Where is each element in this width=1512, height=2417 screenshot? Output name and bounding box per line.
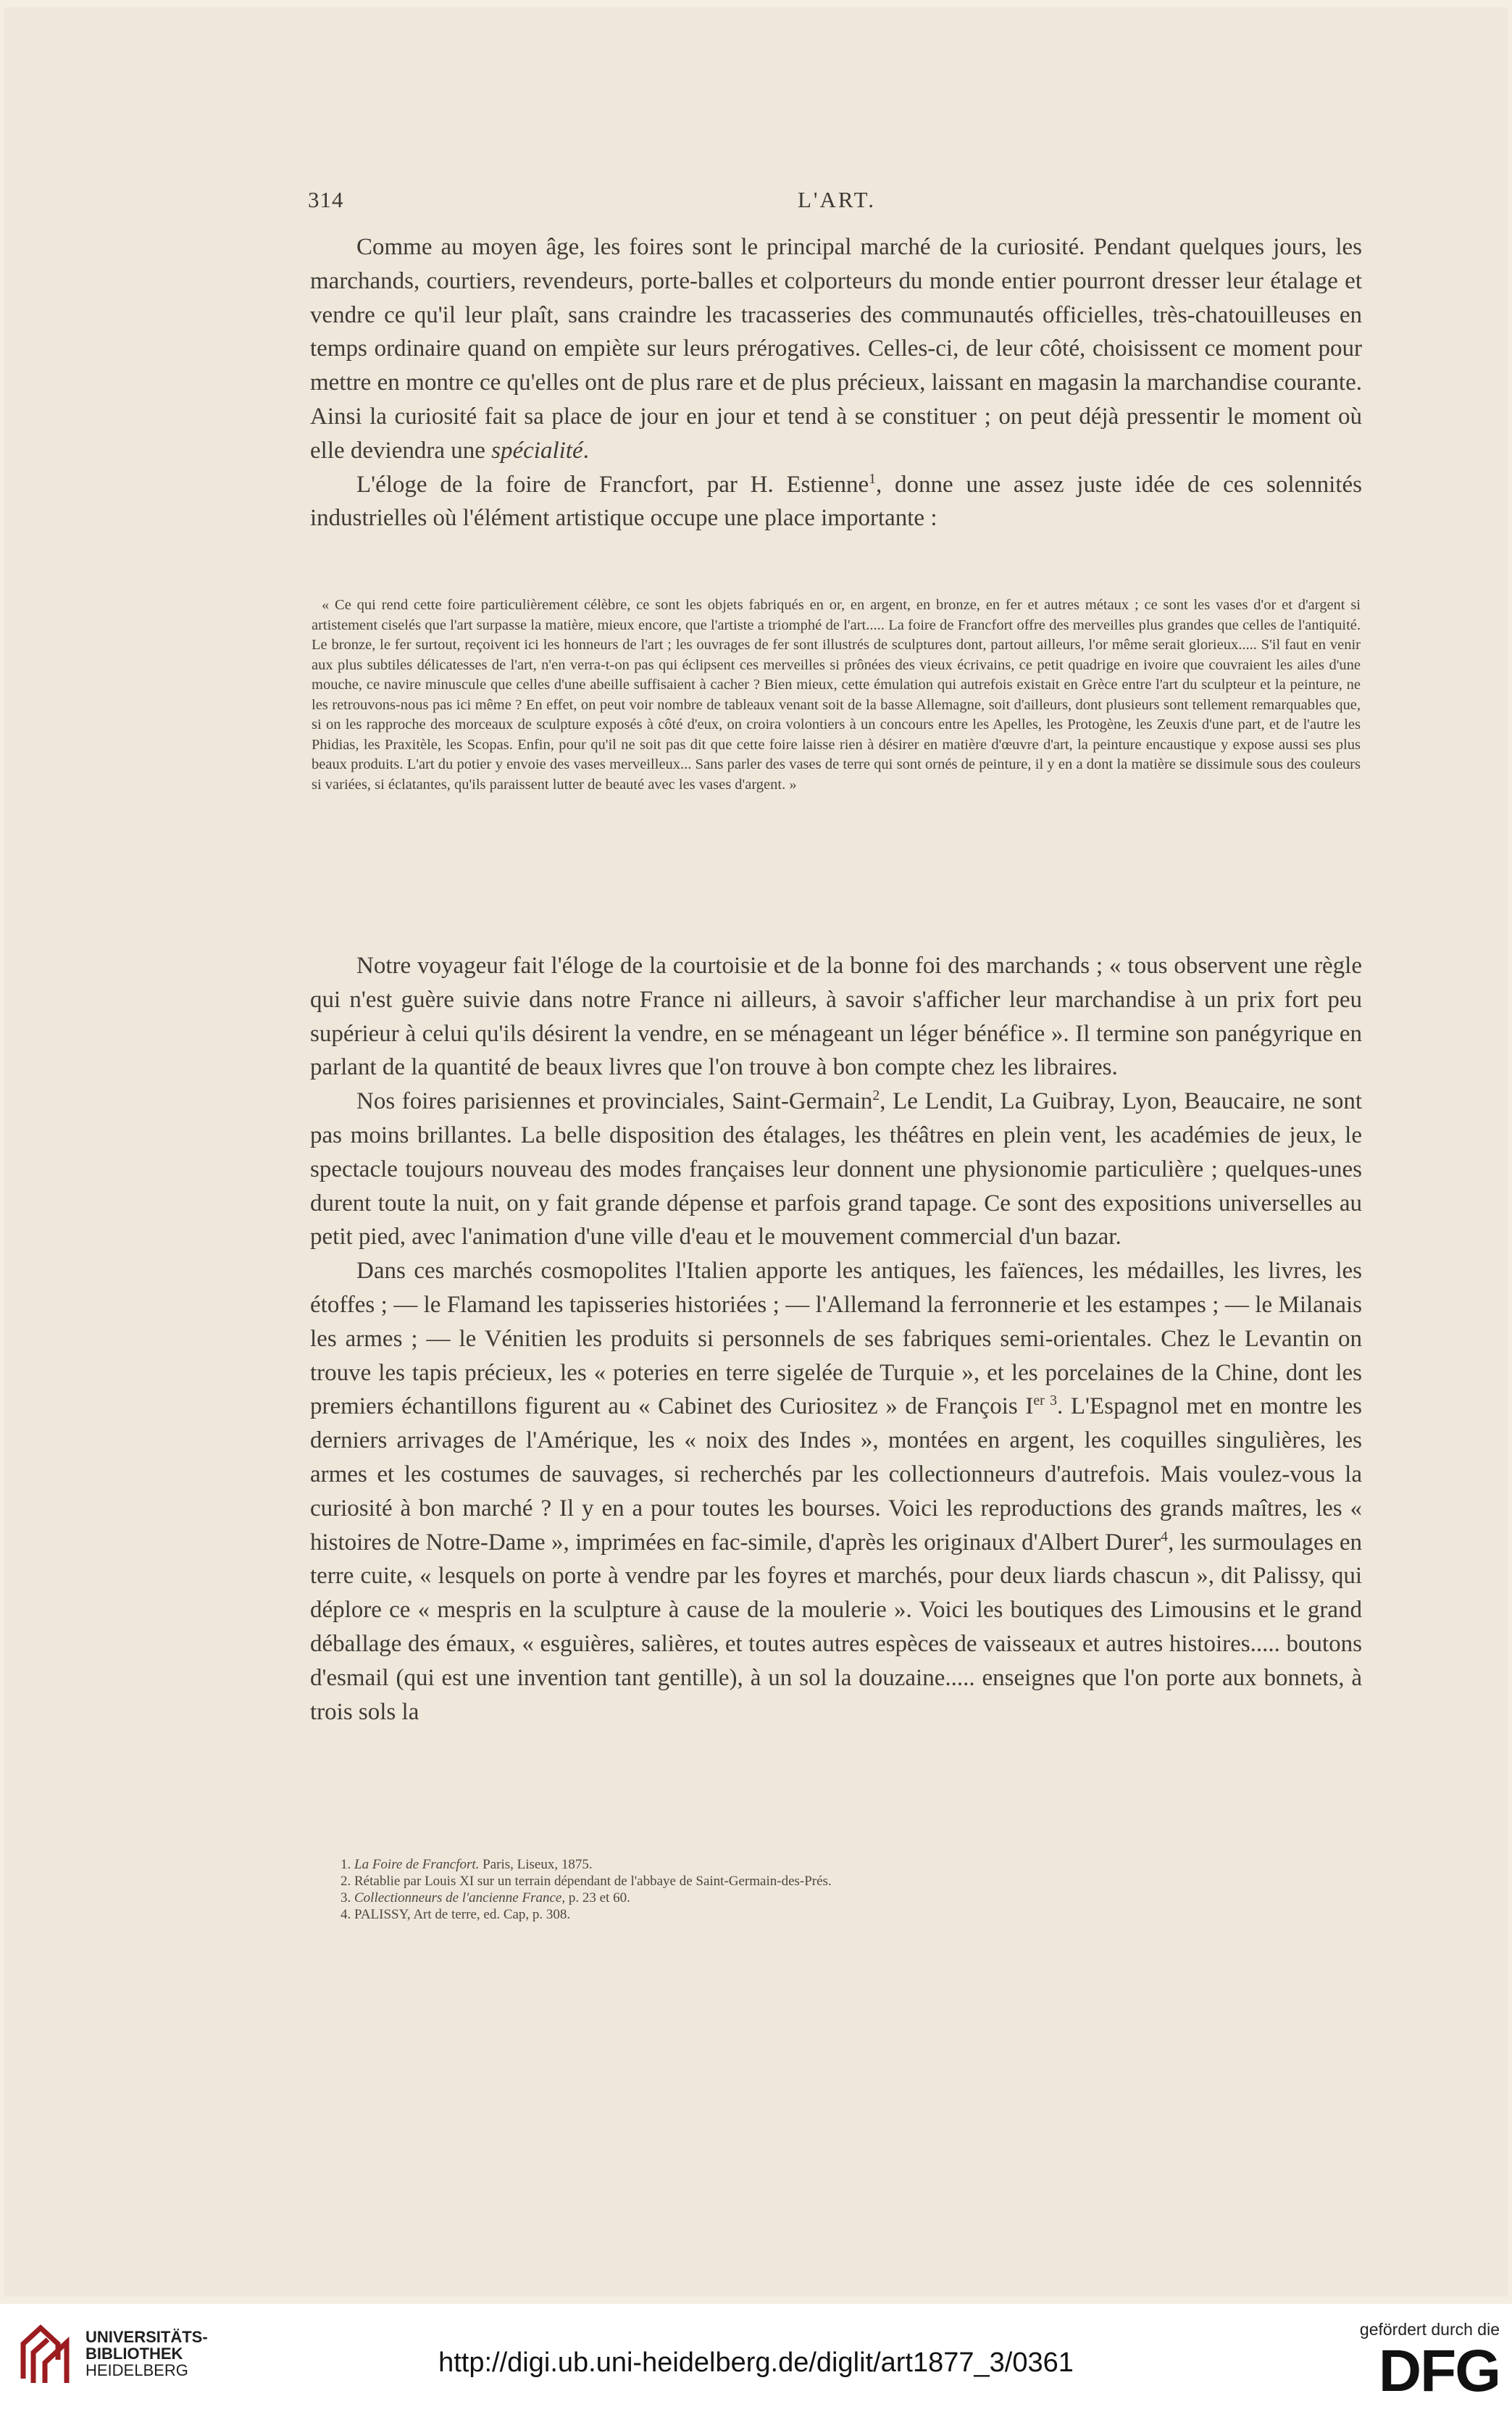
- footnote-ref: 4: [1161, 1528, 1169, 1545]
- dfg-logo[interactable]: DFG: [1378, 2338, 1500, 2404]
- paragraph: Notre voyageur fait l'éloge de la courtoisie et de la bonne foi des marchands ; « tous observent une règle qui n'est guère suivie dans notre France ni ailleurs, à savoir s'afficher leur marchandise à un prix fort peu supérieur à celui qu'ils désirent la vendre, en se ménageant un léger bénéfice ». Il termine son panégyrique en parlant de la quantité de beaux livres que l'on trouve à bon compte chez les libraires.: [310, 953, 1362, 1081]
- footnote: 1. La Foire de Francfort. Paris, Liseux, 1875.: [341, 1857, 593, 1872]
- main-text-upper: [310, 230, 1362, 535]
- footer-bar: [0, 2304, 1512, 2417]
- footnote-ref: 2: [872, 1088, 880, 1104]
- paragraph: Comme au moyen âge, les foires sont le principal marché de la curiosité. Pendant quelques jours, les marchands, courtiers, revendeurs, porte-balles et colporteurs du monde entier pourront dresser leur étalage et vendre ce qu'il leur plaît, sans craindre les tracasseries des communautés officielles, très-chatouilleuses en temps ordinaire quand on empiète sur leurs prérogatives. Celles-ci, de leur côté, choisissent ce moment pour mettre en montre ce qu'elles ont de plus rare et de plus précieux, laissant en magasin la marchandise courante. Ainsi la curiosité fait sa place de jour en jour et tend à se constituer ; on peut déjà pressentir le moment où elle deviendra une spécialité.: [310, 234, 1362, 464]
- library-name: UNIVERSITÄTS- BIBLIOTHEK HEIDELBERG: [85, 2328, 208, 2379]
- footnote-ref: er 3: [1033, 1393, 1057, 1409]
- running-title: L'ART.: [797, 187, 877, 212]
- funded-by-label: gefördert durch die: [1359, 2320, 1500, 2339]
- footnote: 3. Collectionneurs de l'ancienne France, p. 23 et 60.: [341, 1890, 630, 1905]
- page-header: [308, 187, 1366, 216]
- paragraph: Nos foires parisiennes et provinciales, Saint-Germain$^2$, Le Lendit, La Guibray, Lyon, Beaucaire, ne sont pas moins brillantes. La belle disposition des étalages, les théâtres en plein vent, les académies de jeux, le spectacle toujours nouveau des modes françaises leur donnent une physionomie particulière ; quelques-unes durent toute la nuit, on y fait grande dépense et parfois grand tapage. Ce sont des expositions universelles au petit pied, avec l'animation d'une ville d'eau et le mouvement commercial d'un bazar.: [310, 1088, 1362, 1251]
- paragraph: Dans ces marchés cosmopolites l'Italien apporte les antiques, les faïences, les médailles, les livres, les étoffes ; — le Flamand les tapisseries historiées ; — l'Allemand la ferronnerie et les estampes ; — le Milanais les armes ; — le Vénitien les produits si personnels de ses fabriques semi-orientales. Chez le Levantin on trouve les tapis précieux, les « poteries en terre sigelée de Turquie », et les porcelaines de la Chine, dont les premiers échantillons figurent au « Cabinet des Curiositez » de François $I^{er 3}$. L'Espagnol met en montre les derniers arrivages de l'Amérique, les « noix des Indes », montées en argent, les coquilles singulières, les armes et les costumes de sauvages, si recherchés par les collectionneurs d'autrefois. Mais voulez-vous la curiosité à bon marché ? Il y en a pour toutes les bourses. Voici les reproductions des grands maîtres, les « histoires de Notre-Dame », imprimées en fac-simile, d'après les originaux d'Albert Durer$^4$, les surmoulages en terre cuite, « lesquels on porte à vendre par les foyres et marchés, pour deux liards chascun », dit Palissy, qui déplore ce « mespris en la sculpture à cause de la moulerie ». Voici les boutiques des Limousins et le grand déballage des émaux, « esguières, salières, et toutes autres espèces de vaisseaux et autres histoires..... boutons d'esmail (qui est une invention tant gentille), à un sol la douzaine..... enseignes que l'on porte aux bonnets, à trois sols la: [310, 1258, 1363, 1725]
- footnote: 2. Rétablie par Louis XI sur un terrain dépendant de l'abbaye de Saint-Germain-des-Prés.: [341, 1874, 832, 1889]
- paragraph: L'éloge de la foire de Francfort, par H. Estienne$^1$, donne une assez juste idée de ces solennités industrielles où l'élément artistique occupe une place importante :: [310, 470, 1362, 532]
- footnote-ref: 1: [869, 470, 876, 487]
- block-quote: « Ce qui rend cette foire particulièrement célèbre, ce sont les objets fabriqués en or, en argent, en bronze, en fer et autres métaux ; ce sont les vases d'or et d'argent si artistement ciselés que l'art surpasse la matière, mieux encore, que l'artiste a triomphé de l'art..... La foire de Francfort offre des merveilles plus grandes que celles de l'antiquité. Le bronze, le fer surtout, reçoivent ici les honneurs de l'art ; les ouvrages de fer sont illustrés de sculptures dont, partout ailleurs, l'or même serait glorieux..... S'il faut en venir aux plus subtiles délicatesses de l'art, n'en verra-t-on pas qui éclipsent ces merveilles si prônées des vieux écrivains, ce petit quadrige en ivoire que couvraient les ailes d'une mouche, ce navire minuscule que celles d'une abeille suffisaient à cacher ? Bien mieux, cette émulation qui autrefois existait en Grèce entre l'art du sculpteur et la peinture, ne les retrouvons-nous pas ici même ? En effet, on peut voir nombre de tableaux venant soit de la basse Allemagne, soit d'ailleurs, dont plusieurs sont tellement remarquables que, si on les rapproche des morceaux de sculpture exposés à côté d'eux, on croira volontiers à un concours entre les Apelles, les Protogène, les Zeuxis d'une part, et de l'autre les Phidias, les Praxitèle, les Scopas. Enfin, pour qu'il ne soit pas dit que cette foire laisse rien à désirer en matière d'œuvre d'art, la peinture encaustique y expose aussi ses plus beaux produits. L'art du potier y envoie des vases merveilleux... Sans parler des vases de terre qui sont ornés de peinture, il y en a dont la matière se dissimule sous des couleurs si variées, si éclatantes, qu'ils paraissent lutter de beauté avec les vases d'argent. »: [312, 597, 1361, 793]
- permalink-url[interactable]: http://digi.ub.uni-heidelberg.de/diglit/art1877_3/0361: [438, 2347, 1074, 2378]
- footnotes: [341, 1856, 1340, 1923]
- page-number: 314: [308, 187, 344, 212]
- footnote: 4. PALISSY, Art de terre, ed. Cap, p. 308.: [341, 1907, 571, 1922]
- main-text-lower: [310, 949, 1362, 1729]
